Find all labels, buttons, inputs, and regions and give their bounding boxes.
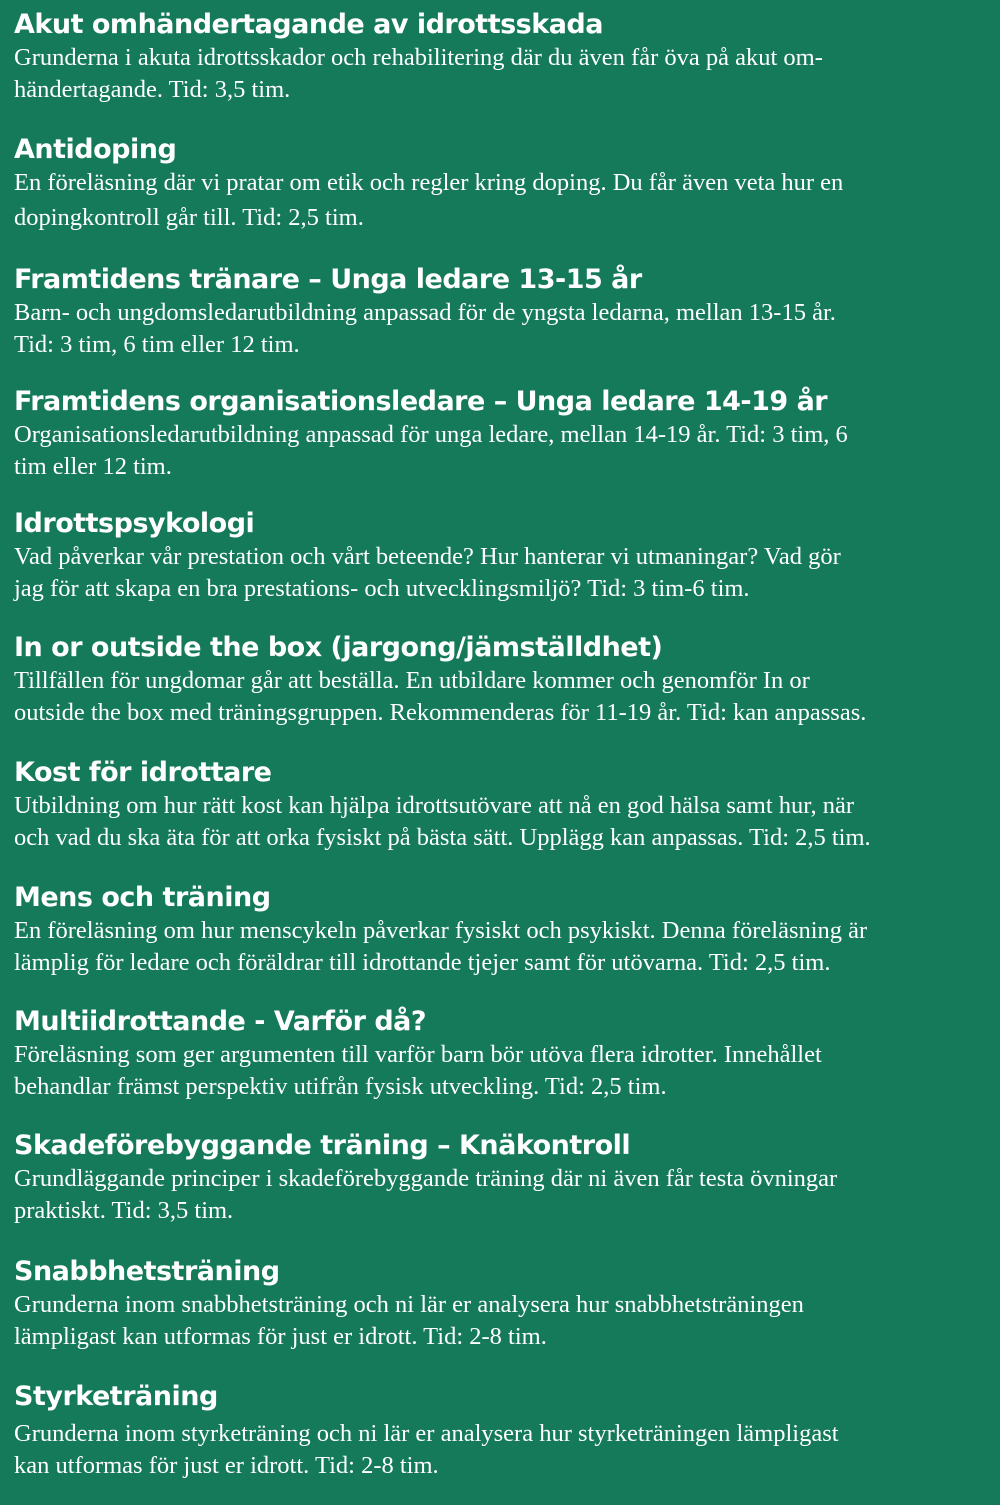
course-item-multiidrottande bbox=[14, 1005, 1000, 1103]
course-description-line: praktiskt. Tid: 3,5 tim. bbox=[14, 1197, 234, 1224]
course-item-idrottspsykologi bbox=[14, 507, 1000, 605]
course-item-antidoping bbox=[14, 133, 1000, 237]
course-item-mens bbox=[14, 881, 1000, 979]
course-description-line: Utbildning om hur rätt kost kan hjälpa idrottsutövare att nå en god hälsa samt hur, när bbox=[14, 792, 854, 819]
course-description-line: outside the box med träningsgruppen. Rekommenderas för 11-19 år. Tid: kan anpassas. bbox=[14, 699, 867, 726]
course-title: Skadeförebyggande träning – Knäkontroll bbox=[14, 1130, 631, 1161]
course-title: Antidoping bbox=[14, 134, 177, 165]
course-description-line: tim eller 12 tim. bbox=[14, 453, 172, 480]
course-item-skadeforebyggande bbox=[14, 1129, 1000, 1227]
course-description-line: jag för att skapa en bra prestations- och utvecklingsmiljö? Tid: 3 tim-6 tim. bbox=[14, 575, 750, 602]
course-title: Multiidrottande - Varför då? bbox=[14, 1006, 427, 1037]
course-item-snabbhetstraning bbox=[14, 1255, 1000, 1353]
course-description-line: Grundläggande principer i skadeförebyggande träning där ni även får testa övningar bbox=[14, 1165, 838, 1192]
course-description-line: lämplig för ledare och föräldrar till idrottande tjejer samt för utövarna. Tid: 2,5 tim. bbox=[14, 949, 831, 976]
course-description-line: dopingkontroll går till. Tid: 2,5 tim. bbox=[14, 204, 364, 231]
course-description-line: behandlar främst perspektiv utifrån fysisk utveckling. Tid: 2,5 tim. bbox=[14, 1073, 667, 1100]
course-description-line: Vad påverkar vår prestation och vårt beteende? Hur hanterar vi utmaningar? Vad gör bbox=[14, 543, 841, 570]
course-title: Akut omhändertagande av idrottsskada bbox=[14, 9, 603, 40]
course-description-line: Grunderna inom styrketräning och ni lär er analysera hur styrketräningen lämpligast bbox=[14, 1420, 839, 1447]
course-title: Idrottspsykologi bbox=[14, 508, 255, 539]
course-description-line: En föreläsning om hur menscykeln påverkar fysiskt och psykiskt. Denna föreläsning är bbox=[14, 917, 868, 944]
course-title: Kost för idrottare bbox=[14, 757, 272, 788]
course-description-line: och vad du ska äta för att orka fysiskt på bästa sätt. Upplägg kan anpassas. Tid: 2,5 tim. bbox=[14, 824, 871, 851]
course-title: Styrketräning bbox=[14, 1381, 218, 1412]
course-item-styrketraning bbox=[14, 1380, 1000, 1482]
course-description-line: Föreläsning som ger argumenten till varför barn bör utöva flera idrotter. Innehållet bbox=[14, 1041, 822, 1068]
course-item-in-or-outside-the-box bbox=[14, 631, 1000, 729]
course-item-akut bbox=[14, 8, 1000, 106]
course-title: In or outside the box (jargong/jämställdhet) bbox=[14, 632, 663, 663]
course-description-line: En föreläsning där vi pratar om etik och regler kring doping. Du får även veta hur en bbox=[14, 169, 844, 196]
course-description-line: kan utformas för just er idrott. Tid: 2-8 tim. bbox=[14, 1452, 439, 1479]
course-description-line: Organisationsledarutbildning anpassad för unga ledare, mellan 14-19 år. Tid: 3 tim, 6 bbox=[14, 421, 848, 448]
course-description-line: lämpligast kan utformas för just er idrott. Tid: 2-8 tim. bbox=[14, 1323, 547, 1350]
course-item-framtidens-tranare bbox=[14, 263, 1000, 361]
course-item-kost bbox=[14, 756, 1000, 854]
course-title: Framtidens organisationsledare – Unga ledare 14-19 år bbox=[14, 386, 828, 417]
course-description-line: Grunderna i akuta idrottsskador och rehabilitering där du även får öva på akut om- bbox=[14, 44, 823, 71]
course-description-line: Tid: 3 tim, 6 tim eller 12 tim. bbox=[14, 331, 300, 358]
course-description-line: Barn- och ungdomsledarutbildning anpassad för de yngsta ledarna, mellan 13-15 år. bbox=[14, 299, 836, 326]
course-description-line: Grunderna inom snabbhetsträning och ni lär er analysera hur snabbhetsträningen bbox=[14, 1291, 804, 1318]
course-title: Framtidens tränare – Unga ledare 13-15 år bbox=[14, 264, 642, 295]
course-description-line: händertagande. Tid: 3,5 tim. bbox=[14, 76, 291, 103]
course-title: Mens och träning bbox=[14, 882, 271, 913]
course-item-framtidens-organisationsledare bbox=[14, 385, 1000, 483]
course-description-line: Tillfällen för ungdomar går att beställa. En utbildare kommer och genomför In or bbox=[14, 667, 810, 694]
course-title: Snabbhetsträning bbox=[14, 1256, 280, 1287]
